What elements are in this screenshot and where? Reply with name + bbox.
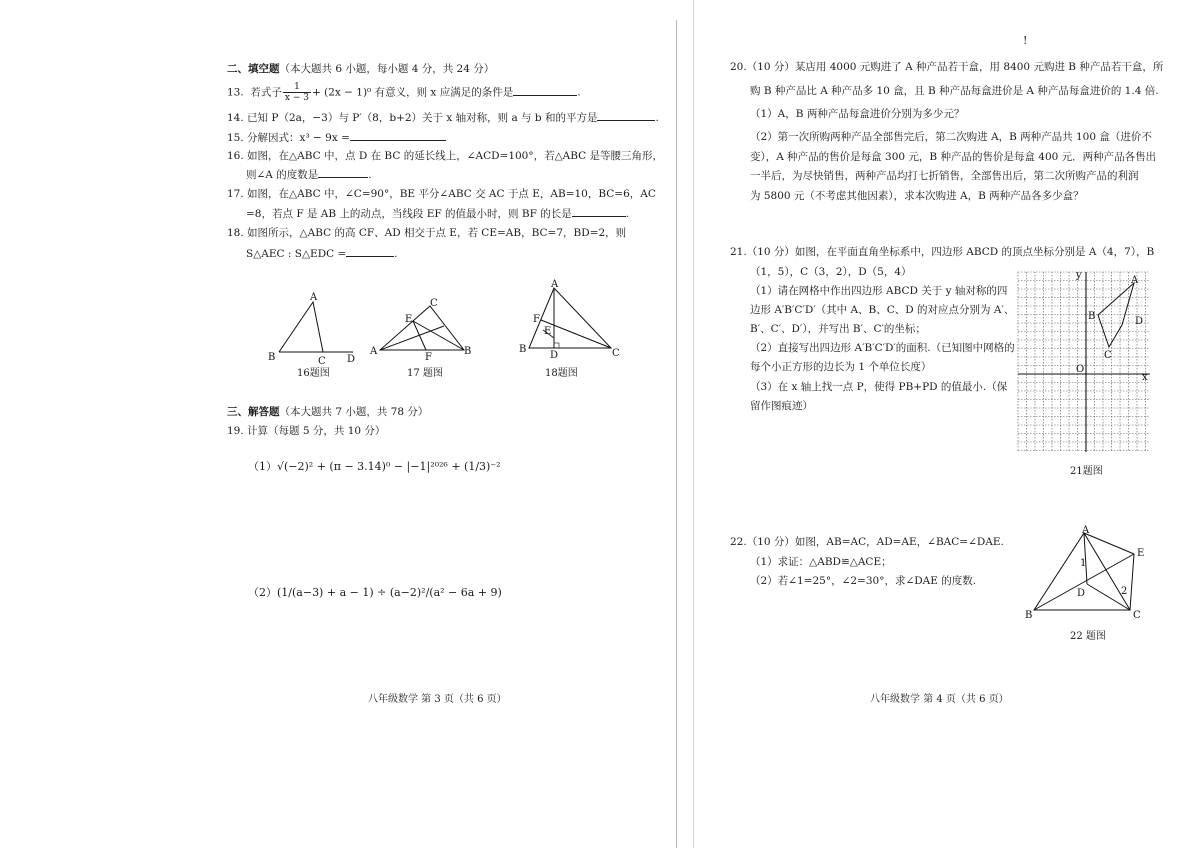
q13-answer-blank[interactable] bbox=[513, 85, 577, 96]
fig18-caption: 18题图 bbox=[545, 368, 578, 379]
q19-2-label: （2） bbox=[248, 586, 277, 599]
q22-text-3: （2）若∠1=25°，∠2=30°，求∠DAE 的度数. bbox=[750, 575, 977, 587]
question-19-2 bbox=[248, 586, 502, 600]
fig21-label-a: A bbox=[1131, 275, 1139, 286]
fig16-label-d: D bbox=[347, 354, 356, 365]
question-15 bbox=[227, 130, 446, 145]
fig16-caption: 16题图 bbox=[297, 368, 330, 379]
q22-line1 bbox=[730, 535, 1004, 549]
fig16-label-c: C bbox=[318, 356, 326, 367]
question-13: 13. 若式子 $\frac{1}{x - 3}$ + (2x − 1)⁰ 有意义，则 x 应满足的条件是 . bbox=[227, 82, 581, 103]
q13-text-a: 若式子 bbox=[250, 86, 282, 99]
left-page-footer: 八年级数学 第 3 页（共 6 页） bbox=[368, 694, 507, 705]
q16-answer-blank[interactable] bbox=[318, 167, 368, 178]
q21-line2 bbox=[750, 265, 912, 279]
question-19-1 bbox=[248, 460, 501, 474]
q20-text-5: 变），A 种产品的售价是每盒 300 元，B 种产品的售价是每盒 400 元．两种产品各售出 bbox=[750, 151, 1157, 163]
fig22-label-2: 2 bbox=[1121, 586, 1128, 597]
fig18-label-c: C bbox=[612, 348, 620, 359]
q20-line1 bbox=[730, 60, 1163, 74]
fig18-label-d: D bbox=[550, 350, 559, 361]
q20-text-2: 购 B 种产品比 A 种产品多 10 盒，且 B 种产品每盒进价是 A 种产品每盒进价的 1.4 倍. bbox=[750, 85, 1159, 97]
q17-text-1: 17. 如图，在△ABC 中，∠C=90°，BE 平分∠ABC 交 AC 于点 E，AB=10，BC=6，AC bbox=[227, 188, 656, 200]
fig22-caption: 22 题图 bbox=[1070, 631, 1106, 642]
q14-text: 14. 已知 P（2a，−3）与 P′（8，b+2）关于 x 轴对称，则 a 与 b 和的平方是 bbox=[227, 112, 598, 124]
q15-answer-blank[interactable] bbox=[350, 130, 446, 141]
section2-heading bbox=[227, 62, 494, 76]
fig21-label-y: y bbox=[1076, 270, 1082, 281]
fig22-label-d: D bbox=[1077, 588, 1086, 599]
q20-line7 bbox=[750, 189, 1084, 203]
q19-2-expression: (1/(a−3) + a − 1) ÷ (a−2)²/(a² − 6a + 9) bbox=[277, 586, 502, 599]
q20-text-4: （2）第一次所购两种产品全部售完后，第二次购进 A，B 两种产品共 100 盒（进价不 bbox=[750, 131, 1152, 143]
q20-text-6: 一半后，为尽快销售，两种产品均打七折销售，全部售出后，第二次所购产品的利润 bbox=[750, 170, 1139, 182]
q20-line5 bbox=[750, 150, 1156, 164]
figure-22 bbox=[1025, 526, 1150, 621]
q13-text-b: + (2x − 1)⁰ 有意义，则 x 应满足的条件是 bbox=[311, 86, 514, 99]
figure-21-grid bbox=[1018, 272, 1150, 452]
q20-line3 bbox=[750, 107, 964, 121]
figure-16 bbox=[265, 290, 365, 370]
fig17-label-f: F bbox=[425, 352, 432, 363]
q21-text-5: B′、C′、D′），并写出 B′、C′的坐标； bbox=[750, 323, 926, 335]
q21-line5 bbox=[750, 322, 926, 336]
q15-text: 15. 分解因式：x³ − 9x = bbox=[227, 132, 350, 144]
q20-line4 bbox=[750, 130, 1152, 144]
section3-title: 三、解答题 bbox=[227, 406, 280, 418]
q21-line9 bbox=[750, 399, 813, 413]
fig22-label-a: A bbox=[1082, 525, 1090, 536]
q20-text-3: （1）A，B 两种产品每盒进价分别为多少元？ bbox=[750, 108, 965, 120]
q21-text-2: （1，5），C（3，2），D（5，4） bbox=[750, 266, 912, 278]
fig22-label-1: 1 bbox=[1080, 558, 1087, 569]
q18-text-2: S△AEC : S△EDC = bbox=[246, 248, 347, 260]
q21-text-6: （2）直接写出四边形 A′B′C′D′的面积.（已知图中网格的 bbox=[750, 342, 1015, 354]
right-page-footer: 八年级数学 第 4 页（共 6 页） bbox=[870, 694, 1009, 705]
q20-text-1: 20.（10 分）某店用 4000 元购进了 A 种产品若干盒，用 8400 元购进 B 种产品若干盒，所 bbox=[730, 61, 1164, 73]
q18-answer-blank[interactable] bbox=[346, 246, 394, 257]
q21-line3 bbox=[750, 284, 1007, 298]
section2-note: （本大题共 6 小题，每小题 4 分，共 24 分） bbox=[279, 63, 495, 75]
q22-text-2: （1）求证：△ABD≌△ACE； bbox=[750, 556, 892, 568]
fig22-label-c: C bbox=[1133, 610, 1141, 621]
q19-1-label: （1） bbox=[248, 460, 277, 473]
q13-number: 13. bbox=[227, 86, 244, 99]
question-16-line2: 则∠A 的度数是 . bbox=[246, 169, 372, 181]
fig17-caption: 17 题图 bbox=[407, 368, 443, 379]
fig17-label-c: C bbox=[430, 298, 438, 309]
q13-fraction bbox=[283, 82, 311, 103]
q21-text-4: 边形 A′B′C′D′（其中 A、B、C、D 的对应点分别为 A′、 bbox=[750, 304, 1015, 316]
q18-text-1: 18. 如图所示，△ABC 的高 CF、AD 相交于点 E，若 CE=AB，BC=7，BD=2，则 bbox=[227, 227, 627, 239]
q16-text-2: 则∠A 的度数是 bbox=[246, 169, 319, 181]
question-18-line2: S△AEC : S△EDC = . bbox=[246, 248, 398, 260]
q21-text-1: 21.（10 分）如图，在平面直角坐标系中，四边形 ABCD 的顶点坐标分别是 A（4，7），B bbox=[730, 246, 1155, 258]
q19-text: 19. 计算（每题 5 分，共 10 分） bbox=[227, 425, 386, 437]
fig21-caption: 21题图 bbox=[1070, 466, 1103, 477]
right-page bbox=[600, 0, 1200, 848]
q20-line2 bbox=[750, 84, 1159, 98]
q16-text-1: 16. 如图，在△ABC 中，点 D 在 BC 的延长线上，∠ACD=100°，若△ABC 是等腰三角形， bbox=[227, 150, 664, 162]
fig21-grid-lines bbox=[1018, 272, 1150, 452]
fig16-label-b: B bbox=[268, 352, 276, 363]
fig22-label-e: E bbox=[1137, 548, 1145, 559]
figure-17 bbox=[368, 296, 478, 362]
corner-mark: ! bbox=[1023, 34, 1028, 47]
fig18-label-e: E bbox=[544, 326, 552, 337]
fig21-label-x: x bbox=[1142, 372, 1148, 383]
q17-text-2: =8，若点 F 是 AB 上的动点，当线段 EF 的值最小时，则 BF 的长是 bbox=[246, 208, 572, 220]
fig17-label-e: E bbox=[405, 314, 413, 325]
q13-frac-numerator: 1 bbox=[283, 82, 311, 93]
q13-frac-denominator: x − 3 bbox=[284, 93, 309, 103]
q21-line6 bbox=[750, 341, 1015, 355]
fig18-label-b: B bbox=[519, 344, 527, 355]
fig22-label-b: B bbox=[1025, 610, 1033, 621]
q21-line8 bbox=[750, 380, 1007, 394]
q21-line1 bbox=[730, 245, 1154, 259]
q21-text-3: （1）请在网格中作出四边形 ABCD 关于 y 轴对称的四 bbox=[750, 285, 1008, 297]
section3-note: （本大题共 7 小题，共 78 分） bbox=[279, 406, 429, 418]
fig16-label-a: A bbox=[310, 292, 318, 303]
fig21-label-c: C bbox=[1104, 350, 1112, 361]
fig21-label-o: O bbox=[1076, 364, 1085, 375]
question-17-line1 bbox=[227, 187, 656, 201]
q20-line6 bbox=[750, 169, 1139, 183]
fig21-label-b: B bbox=[1088, 311, 1096, 322]
question-17-line2: =8，若点 F 是 AB 上的动点，当线段 EF 的值最小时，则 BF 的长是 . bbox=[246, 208, 630, 220]
q21-text-7: 每个小正方形的边长为 1 个单位长度） bbox=[750, 361, 932, 373]
q22-line2 bbox=[750, 555, 892, 569]
q22-line3 bbox=[750, 574, 976, 588]
fig17-label-b: B bbox=[464, 346, 472, 357]
fig18-label-f: F bbox=[533, 314, 540, 325]
q21-line4 bbox=[750, 303, 1014, 317]
q19-1-expression: √(−2)² + (π − 3.14)⁰ − |−1|²⁰²⁶ + (1/3)⁻² bbox=[277, 460, 501, 473]
q21-line7 bbox=[750, 360, 931, 374]
fig21-label-d: D bbox=[1135, 316, 1144, 327]
q21-text-9: 留作图痕迹） bbox=[750, 400, 813, 412]
q21-text-8: （3）在 x 轴上找一点 P，使得 PB+PD 的值最小.（保 bbox=[750, 381, 1008, 393]
section2-title: 二、填空题 bbox=[227, 63, 280, 75]
question-16-line1 bbox=[227, 149, 663, 163]
question-18-line1 bbox=[227, 226, 626, 240]
fig18-label-a: A bbox=[551, 279, 559, 290]
section3-heading bbox=[227, 405, 428, 419]
question-14: 14. 已知 P（2a，−3）与 P′（8，b+2）关于 x 轴对称，则 a 与 b 和的平方是 . bbox=[227, 112, 659, 124]
q22-text-1: 22.（10 分）如图，AB=AC，AD=AE，∠BAC=∠DAE. bbox=[730, 536, 1004, 548]
question-19 bbox=[227, 424, 385, 438]
fig17-label-a: A bbox=[370, 346, 378, 357]
q20-text-7: 为 5800 元（不考虑其他因素），求本次购进 A，B 两种产品各多少盒？ bbox=[750, 190, 1084, 202]
